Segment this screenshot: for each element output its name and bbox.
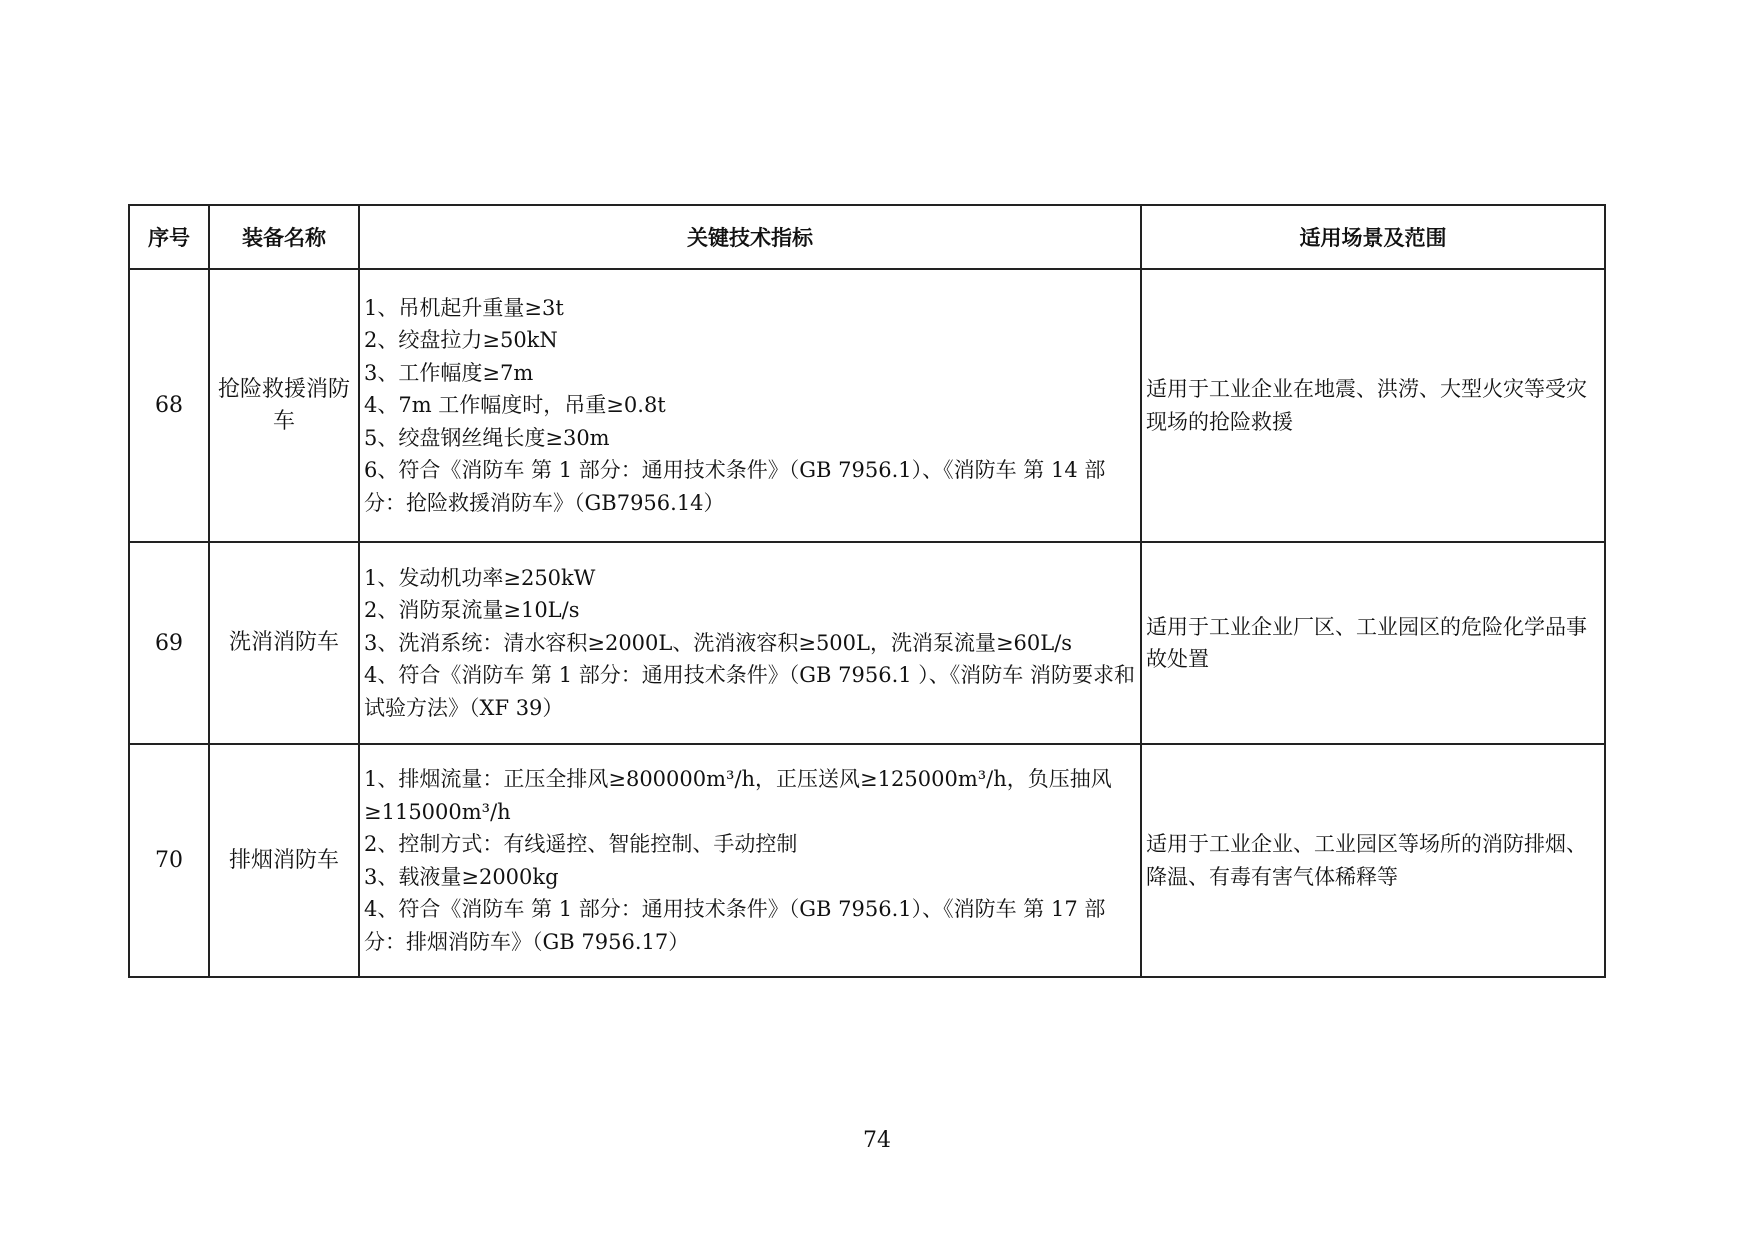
table-row [129, 542, 1605, 744]
equipment-table [128, 204, 1606, 978]
scope-text: 适用于工业企业在地震、洪涝、大型火灾等受灾现场的抢险救援 [1141, 269, 1605, 542]
spec-item: 3、工作幅度≥7m [364, 360, 534, 385]
spec-list [359, 269, 1141, 542]
spec-item: 3、载液量≥2000kg [364, 864, 559, 889]
spec-item: 1、吊机起升重量≥3t [364, 295, 564, 320]
spec-list [359, 744, 1141, 977]
header-scope: 适用场景及范围 [1141, 205, 1605, 269]
spec-item: 4、7m 工作幅度时，吊重≥0.8t [364, 393, 666, 418]
spec-item: 4、符合《消防车 第 1 部分：通用技术条件》（GB 7956.1）、《消防车 第 17 部分：排烟消防车》（GB 7956.17） [364, 897, 1106, 954]
scope-text: 适用于工业企业、工业园区等场所的消防排烟、降温、有毒有害气体稀释等 [1141, 744, 1605, 977]
equipment-name: 洗消消防车 [209, 542, 359, 744]
equipment-name: 抢险救援消防车 [209, 269, 359, 542]
table-row [129, 744, 1605, 977]
header-no: 序号 [129, 205, 209, 269]
row-number: 70 [129, 744, 209, 977]
scope-text: 适用于工业企业厂区、工业园区的危险化学品事故处置 [1141, 542, 1605, 744]
spec-list [359, 542, 1141, 744]
spec-item: 3、洗消系统：清水容积≥2000L、洗消液容积≥500L，洗消泵流量≥60L/s [364, 630, 1073, 655]
table-row [129, 269, 1605, 542]
equipment-name: 排烟消防车 [209, 744, 359, 977]
spec-item: 2、消防泵流量≥10L/s [364, 598, 580, 623]
spec-item: 4、符合《消防车 第 1 部分：通用技术条件》（GB 7956.1 ）、《消防车 消防要求和试验方法》（XF 39） [364, 663, 1135, 720]
spec-item: 5、绞盘钢丝绳长度≥30m [364, 425, 610, 450]
spec-item: 1、排烟流量：正压全排风≥800000m³/h，正压送风≥125000m³/h，负压抽风≥115000m³/h [364, 767, 1112, 824]
header-specs: 关键技术指标 [359, 205, 1141, 269]
spec-item: 6、符合《消防车 第 1 部分：通用技术条件》（GB 7956.1）、《消防车 第 14 部分：抢险救援消防车》（GB7956.14） [364, 458, 1106, 515]
row-number: 68 [129, 269, 209, 542]
spec-item: 1、发动机功率≥250kW [364, 565, 596, 590]
page-number: 74 [863, 1128, 891, 1153]
table-header-row [129, 205, 1605, 269]
spec-item: 2、控制方式：有线遥控、智能控制、手动控制 [364, 832, 798, 856]
spec-item: 2、绞盘拉力≥50kN [364, 328, 558, 353]
row-number: 69 [129, 542, 209, 744]
header-name: 装备名称 [209, 205, 359, 269]
